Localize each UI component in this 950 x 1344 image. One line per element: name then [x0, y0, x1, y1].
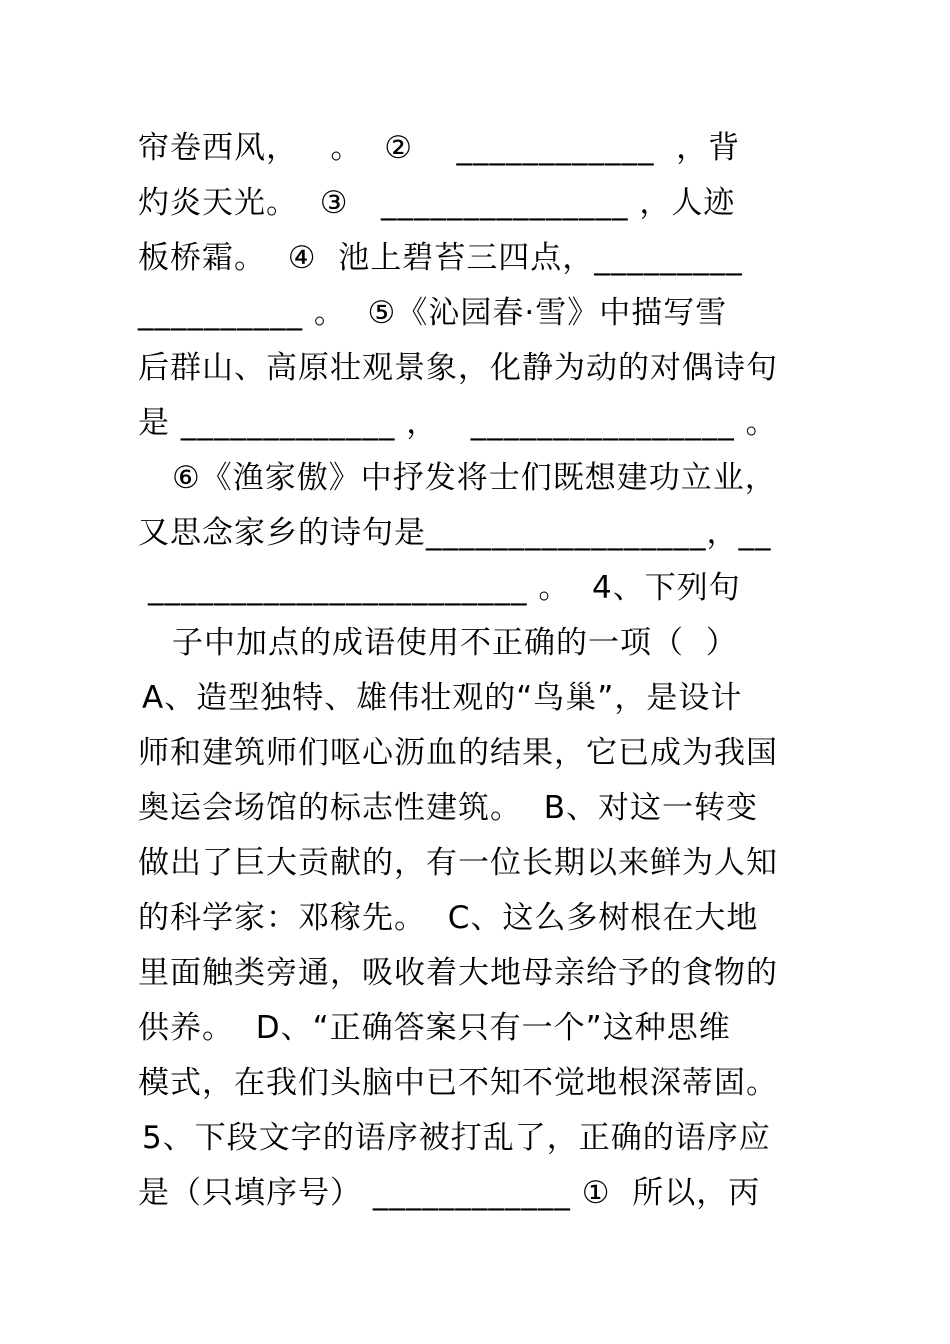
text-line: A、造型独特、雄伟壮观的“鸟巢”，是设计 — [142, 680, 743, 716]
text-line: ⑥《渔家傲》中抒发将士们既想建功立业， — [172, 460, 777, 496]
text-line: 供养。 D、“正确答案只有一个”这种思维 — [138, 1010, 731, 1046]
text-line: 做出了巨大贡献的，有一位长期以来鲜为人知 — [138, 845, 778, 881]
text-line: 奥运会场馆的标志性建筑。 B、对这一转变 — [138, 790, 758, 826]
text-line: 师和建筑师们呕心沥血的结果，它已成为我国 — [138, 735, 778, 771]
text-line: _______________________ 。 4、下列句 — [148, 570, 741, 606]
text-line: 的科学家：邓稼先。 C、这么多树根在大地 — [138, 900, 759, 936]
text-line: 模式，在我们头脑中已不知不觉地根深蒂固。 — [138, 1065, 778, 1101]
text-line: 又思念家乡的诗句是_________________，__ — [138, 515, 772, 551]
text-line: 是（只填序号） ____________ ① 所以，丙 — [138, 1175, 761, 1211]
text-line: 帘卷西风， 。 ② ____________ ，背 — [138, 130, 741, 166]
text-line: 5、下段文字的语序被打乱了，正确的语序应 — [142, 1120, 771, 1156]
text-line: 是 _____________ ， ________________ 。 — [138, 405, 778, 441]
text-line: __________ 。 ⑤《沁园春·雪》中描写雪 — [138, 295, 728, 331]
text-line: 板桥霜。 ④ 池上碧苔三四点，_________ — [138, 240, 743, 276]
text-line: 子中加点的成语使用不正确的一项（ ） — [172, 625, 738, 661]
text-line: 里面触类旁通，吸收着大地母亲给予的食物的 — [138, 955, 778, 991]
text-line: 后群山、高原壮观景象，化静为动的对偶诗句 — [138, 350, 778, 386]
text-line: 灼炎天光。 ③ _______________ ，人迹 — [138, 185, 736, 221]
